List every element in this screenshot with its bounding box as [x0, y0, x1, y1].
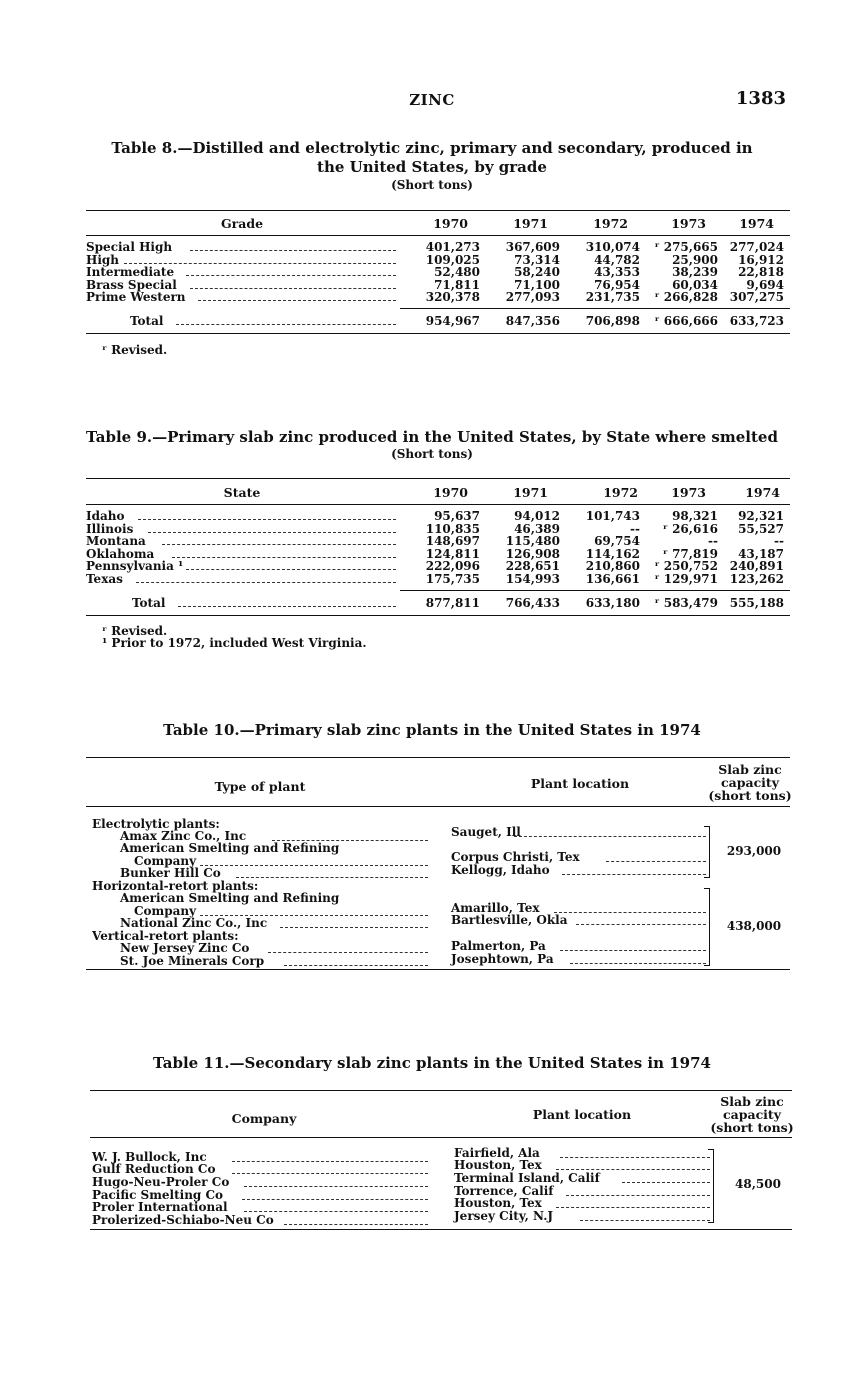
table11-col-company: Company	[231, 1111, 297, 1126]
cell: 9,694	[746, 277, 784, 292]
cell: 95,637	[434, 509, 480, 523]
cell: --	[774, 534, 784, 549]
row-label: High	[86, 252, 120, 267]
cell: --	[708, 534, 718, 549]
dot-leader	[284, 1224, 428, 1225]
row-label: Montana	[86, 534, 146, 549]
plant-location: Corpus Christi, Tex	[451, 850, 580, 864]
cell: 94,012	[514, 509, 560, 523]
table10-col-type: Type of plant	[214, 779, 306, 794]
company-name: Proler International	[92, 1200, 228, 1214]
dot-leader	[556, 1169, 710, 1170]
table9-footnote-1: ¹ Prior to 1972, included West Virginia.	[102, 636, 367, 650]
table9-top-rule	[86, 478, 790, 479]
table9-footnote-revised: ʳ Revised.	[102, 624, 168, 638]
row-label: Illinois	[86, 521, 134, 536]
plant-name: American Smelting and Refining	[120, 841, 340, 855]
table9-col-1971: 1971	[513, 484, 548, 500]
dot-leader	[232, 1161, 428, 1162]
cell: 73,314	[514, 252, 560, 267]
table8-body	[86, 241, 790, 304]
table8-col-1970: 1970	[433, 215, 468, 231]
bracket	[704, 888, 710, 966]
table10-group-electrolytic: Electrolytic plants:	[92, 817, 220, 831]
row-label: Intermediate	[86, 265, 175, 280]
dot-leader	[606, 861, 706, 862]
cell: 154,993	[505, 571, 560, 586]
table10-col-capacity	[700, 763, 800, 802]
cell: 92,321	[738, 509, 784, 523]
plant-name: St. Joe Minerals Corp	[120, 954, 265, 968]
capacity-head-line: (short tons)	[708, 788, 792, 803]
dot-leader	[232, 1173, 428, 1174]
table-row	[86, 510, 790, 523]
cell: 706,898	[585, 314, 640, 328]
cell: 16,912	[738, 252, 784, 267]
cell: 76,954	[594, 277, 640, 292]
table9-header-rule	[86, 504, 790, 505]
table8-col-1973: 1973	[671, 215, 706, 231]
row-label: Brass Special	[86, 277, 177, 292]
cell: 101,743	[585, 509, 640, 523]
plant-location: Fairfield, Ala	[454, 1146, 540, 1160]
cell: 766,433	[505, 596, 560, 610]
cell: ʳ 275,665	[654, 240, 718, 254]
table-row	[86, 241, 790, 254]
capacity-head-line: Slab zinc	[718, 762, 782, 777]
dot-leader	[580, 1220, 710, 1221]
plant-name: Company	[134, 854, 197, 868]
cell: 109,025	[425, 252, 480, 267]
company-name: W. J. Bullock, Inc	[92, 1150, 207, 1164]
plant-name: Company	[134, 904, 197, 918]
row-label: Special High	[86, 241, 173, 254]
dot-leader	[554, 912, 706, 913]
cell: 877,811	[425, 596, 480, 610]
table11-top-rule	[90, 1090, 792, 1091]
company-name: Prolerized-Schiabo-Neu Co	[92, 1213, 274, 1227]
cell: 320,378	[425, 290, 480, 305]
cell: 633,180	[585, 596, 640, 610]
cell: 555,188	[729, 596, 784, 610]
cell: 307,275	[729, 290, 784, 305]
cell: 114,162	[585, 546, 640, 561]
cell: 240,891	[729, 559, 784, 574]
capacity-head-line: capacity	[721, 775, 779, 790]
table10-bottom-rule	[86, 969, 790, 970]
cell: ʳ 583,479	[654, 596, 718, 610]
table9-col-1970: 1970	[433, 484, 468, 500]
dot-leader	[236, 877, 428, 878]
cell: 22,818	[738, 265, 784, 280]
table8-col-1974: 1974	[739, 215, 774, 231]
cell: 43,353	[594, 265, 640, 280]
total-row	[86, 597, 790, 610]
table9-col-1973: 1973	[671, 484, 706, 500]
table9-total-rule	[400, 590, 790, 591]
plant-name: American Smelting and Refining	[120, 891, 340, 905]
row-label: Texas	[86, 571, 123, 586]
table8-caption-line1: Table 8.—Distilled and electrolytic zinc, primary and secondary, produced in	[111, 139, 753, 157]
table-row	[86, 291, 790, 304]
cell: 136,661	[585, 571, 640, 586]
table9-total	[86, 597, 790, 610]
cell: 310,074	[585, 240, 640, 254]
bracket	[704, 826, 710, 878]
company-name: Gulf Reduction Co	[92, 1162, 216, 1176]
running-header-title: ZINC	[409, 91, 455, 109]
table10-caption: Table 10.—Primary slab zinc plants in the United States in 1974	[163, 721, 701, 739]
cell: 43,187	[738, 546, 784, 561]
table9-bottom-rule	[86, 615, 790, 616]
dot-leader	[268, 952, 428, 953]
cell: 58,240	[514, 265, 560, 280]
table11-col-location: Plant location	[532, 1107, 632, 1122]
dot-leader	[556, 1207, 710, 1208]
plant-location: Jersey City, N.J	[454, 1209, 554, 1223]
cell: 277,093	[505, 290, 560, 305]
table9-col-1974: 1974	[745, 484, 780, 500]
dot-leader	[562, 874, 706, 875]
table-row	[86, 535, 790, 548]
table10-col-location: Plant location	[530, 776, 630, 791]
cell: ʳ 77,819	[662, 546, 718, 561]
capacity-value: 48,500	[735, 1177, 781, 1191]
bracket	[708, 1149, 714, 1223]
plant-name: Amax Zinc Co., Inc	[120, 829, 247, 843]
table8-col-1971: 1971	[513, 215, 548, 231]
capacity-head-line: capacity	[723, 1107, 781, 1122]
table8-total	[86, 315, 790, 328]
cell: 148,697	[425, 534, 480, 549]
cell: 401,273	[425, 240, 480, 254]
table8-total-rule	[400, 308, 790, 309]
table8-col-grade: Grade	[220, 215, 264, 231]
dot-leader	[244, 1186, 428, 1187]
table-row	[86, 266, 790, 279]
table8-footnote: ʳ Revised.	[102, 343, 168, 357]
cell: 44,782	[594, 252, 640, 267]
total-label: Total	[130, 314, 164, 328]
plant-location: Sauget, Ill	[451, 825, 521, 839]
table8-unit: (Short tons)	[391, 178, 473, 192]
row-label: Oklahoma	[86, 546, 155, 561]
table8-top-rule	[86, 210, 790, 211]
company-name: Pacific Smelting Co	[92, 1188, 224, 1202]
capacity-head-line: (short tons)	[710, 1120, 794, 1135]
table10-header-rule	[86, 806, 790, 807]
cell: 38,239	[672, 265, 718, 280]
table9-col-state: State	[223, 484, 261, 500]
cell: 126,908	[505, 546, 560, 561]
cell: 633,723	[729, 314, 784, 328]
plant-location: Palmerton, Pa	[451, 939, 546, 953]
cell: 175,735	[425, 571, 480, 586]
cell: 110,835	[425, 521, 480, 536]
cell: 367,609	[505, 240, 560, 254]
plant-name: New Jersey Zinc Co	[120, 941, 250, 955]
dot-leader	[242, 1199, 428, 1200]
capacity-head-line: Slab zinc	[720, 1094, 784, 1109]
total-label: Total	[132, 596, 166, 610]
table9-caption: Table 9.—Primary slab zinc produced in the United States, by State where smelted	[86, 428, 778, 446]
cell: 71,811	[434, 277, 480, 292]
table9	[86, 482, 790, 504]
cell: 55,527	[738, 521, 784, 536]
table11-header-rule	[90, 1137, 792, 1138]
dot-leader	[570, 963, 706, 964]
dot-leader	[200, 865, 428, 866]
cell: ʳ 666,666	[654, 314, 718, 328]
cell: 46,389	[514, 521, 560, 536]
table8-header-rule	[86, 235, 790, 236]
table11-col-capacity	[702, 1095, 802, 1134]
dot-leader	[280, 927, 428, 928]
dot-leader	[284, 965, 428, 966]
table11-bottom-rule	[90, 1229, 792, 1230]
cell: 60,034	[672, 277, 718, 292]
dot-leader	[560, 950, 706, 951]
cell: 847,356	[505, 314, 560, 328]
plant-name: Bunker Hill Co	[120, 866, 221, 880]
cell: 954,967	[425, 314, 480, 328]
company-name: Hugo-Neu-Proler Co	[92, 1175, 230, 1189]
plant-location: Houston, Tex	[454, 1158, 542, 1172]
cell: 115,480	[505, 534, 560, 549]
plant-location: Terminal Island, Calif	[454, 1171, 600, 1185]
cell: 210,860	[585, 559, 640, 574]
cell: ʳ 26,616	[662, 521, 718, 536]
dot-leader	[560, 1157, 710, 1158]
dot-leader	[622, 1182, 710, 1183]
row-label: Pennsylvania ¹	[86, 559, 184, 574]
plant-location: Josephtown, Pa	[451, 952, 554, 966]
row-label: Prime Western	[86, 290, 186, 305]
dot-leader	[244, 1211, 428, 1212]
table-row	[86, 573, 790, 586]
table8-bottom-rule	[86, 333, 790, 334]
total-row	[86, 315, 790, 328]
cell: 228,651	[505, 559, 560, 574]
cell: ʳ 129,971	[654, 571, 718, 586]
dot-leader	[576, 924, 706, 925]
cell: ʳ 250,752	[654, 559, 718, 574]
page-number: 1383	[735, 88, 786, 109]
table10-group-horizontal: Horizontal-retort plants:	[92, 879, 259, 893]
cell: 222,096	[425, 559, 480, 574]
plant-location: Bartlesville, Okla	[451, 913, 568, 927]
table8	[86, 213, 790, 235]
cell: 277,024	[729, 240, 784, 254]
cell: ʳ 266,828	[654, 290, 718, 305]
table9-body	[86, 510, 790, 586]
table9-col-1972: 1972	[603, 484, 638, 500]
row-label: Idaho	[86, 509, 125, 523]
cell: 123,262	[729, 571, 784, 586]
plant-location: Houston, Tex	[454, 1196, 542, 1210]
cell: --	[630, 521, 640, 536]
plant-location: Kellogg, Idaho	[451, 863, 550, 877]
cell: 231,735	[585, 290, 640, 305]
table9-unit: (Short tons)	[391, 447, 473, 461]
dot-leader	[566, 1195, 710, 1196]
cell: 71,100	[514, 277, 560, 292]
cell: 52,480	[434, 265, 480, 280]
table10-group-vertical: Vertical-retort plants:	[92, 929, 239, 943]
plant-location: Torrence, Calif	[454, 1184, 554, 1198]
table10-top-rule	[86, 757, 790, 758]
capacity-value: 293,000	[726, 844, 782, 858]
plant-location: Amarillo, Tex	[451, 901, 540, 915]
table8-caption-line2: the United States, by grade	[317, 158, 547, 176]
plant-name: National Zinc Co., Inc	[120, 916, 268, 930]
table11-caption: Table 11.—Secondary slab zinc plants in the United States in 1974	[153, 1054, 711, 1072]
table8-col-1972: 1972	[593, 215, 628, 231]
cell: 69,754	[594, 534, 640, 549]
cell: 124,811	[425, 546, 480, 561]
cell: 98,321	[672, 509, 718, 523]
cell: 25,900	[672, 252, 718, 267]
dot-leader	[514, 836, 706, 837]
capacity-value: 438,000	[726, 919, 782, 933]
